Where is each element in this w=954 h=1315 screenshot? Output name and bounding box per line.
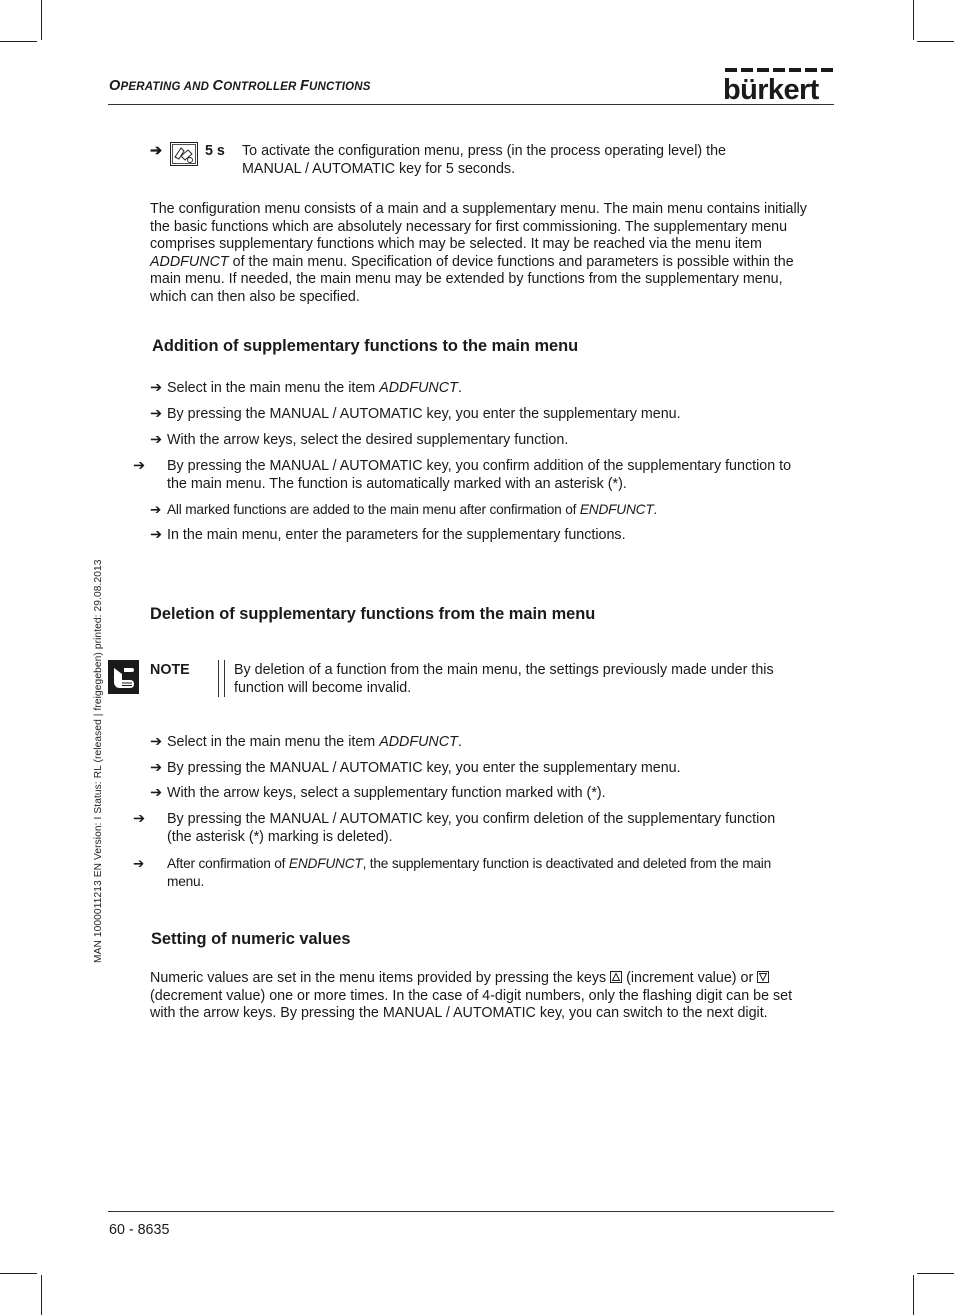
list-item: ➔ By pressing the MANUAL / AUTOMATIC key, you confirm addition of the supplementary function to the main menu. The function is automatically marked with an asterisk (*). — [133, 458, 792, 492]
note-label: NOTE — [150, 662, 190, 678]
running-header: OPERATING AND CONTROLLER FUNCTIONS — [109, 78, 371, 94]
list-item: ➔ By pressing the MANUAL / AUTOMATIC key, you confirm deletion of the supplementary function (the asterisk (*) marking is deleted). — [133, 811, 776, 845]
list-item: ➔ Select in the main menu the item ADDFUNCT. — [150, 380, 462, 396]
up-arrow-key-icon — [610, 971, 622, 983]
crop-mark — [41, 0, 42, 40]
list-item: ➔ After confirmation of ENDFUNCT, the supplementary function is deactivated and deleted from the main menu. — [133, 856, 772, 889]
list-item: ➔ Select in the main menu the item ADDFUNCT. — [150, 734, 462, 750]
numeric-paragraph: Numeric values are set in the menu items provided by pressing the keys (increment value) or (decrement value) one or more times. In the case of 4-digit numbers, only the flashing digit can be set with the arrow keys. By pressing the MANUAL / AUTOMATIC key, you can switch to the next digit. — [150, 970, 793, 1022]
burkert-logo — [723, 68, 835, 102]
list-item: ➔ With the arrow keys, select a supplementary function marked with (*). — [150, 785, 606, 801]
section-heading-addition: Addition of supplementary functions to the main menu — [152, 337, 579, 355]
footer-rule — [108, 1211, 834, 1212]
note-text: By deletion of a function from the main menu, the settings previously made under this function will become invalid. — [234, 662, 774, 696]
section-heading-deletion: Deletion of supplementary functions from the main menu — [150, 605, 596, 623]
down-arrow-key-icon — [757, 971, 769, 983]
crop-mark — [0, 41, 37, 42]
section-heading-numeric: Setting of numeric values — [151, 930, 351, 948]
page-number: 60 - 8635 — [109, 1222, 170, 1238]
list-item: ➔ By pressing the MANUAL / AUTOMATIC key, you enter the supplementary menu. — [150, 760, 681, 776]
list-item: ➔ All marked functions are added to the main menu after confirmation of ENDFUNCT. — [150, 502, 658, 517]
crop-mark — [913, 1275, 914, 1315]
svg-text:bürkert: bürkert — [723, 74, 819, 102]
crop-mark — [917, 41, 954, 42]
manual-automatic-key-icon — [170, 142, 198, 166]
crop-mark — [917, 1273, 954, 1274]
crop-mark — [0, 1273, 37, 1274]
body-paragraph: The configuration menu consists of a main and a supplementary menu. The main menu contains initially the basic functions which are absolutely necessary for first commissioning. The supplementary menu comprises supplementary functions which may be selected. It may be reached via the menu item ADDFUNCT of the main menu. Specification of device functions and parameters is possible within the main menu. If needed, the main menu may be extended by functions from the supplementary menu, which can then also be specified. — [150, 201, 807, 305]
document-id-sidebar: MAN 1000011213 EN Version: I Status: RL (released | freigegeben) printed: 29.08.2013 — [93, 559, 104, 963]
crop-mark — [913, 0, 914, 40]
intro-arrow: ➔ — [150, 143, 162, 159]
crop-mark — [41, 1275, 42, 1315]
header-rule — [108, 104, 834, 105]
list-item: ➔ By pressing the MANUAL / AUTOMATIC key, you enter the supplementary menu. — [150, 406, 681, 422]
intro-duration: 5 s — [205, 143, 225, 159]
note-divider — [218, 660, 226, 697]
list-item: ➔ With the arrow keys, select the desired supplementary function. — [150, 432, 569, 448]
intro-text: To activate the configuration menu, press (in the process operating level) the MANUAL / AUTOMATIC key for 5 seconds. — [242, 143, 726, 177]
list-item: ➔ In the main menu, enter the parameters for the supplementary functions. — [150, 527, 626, 543]
hand-note-icon — [108, 660, 139, 694]
